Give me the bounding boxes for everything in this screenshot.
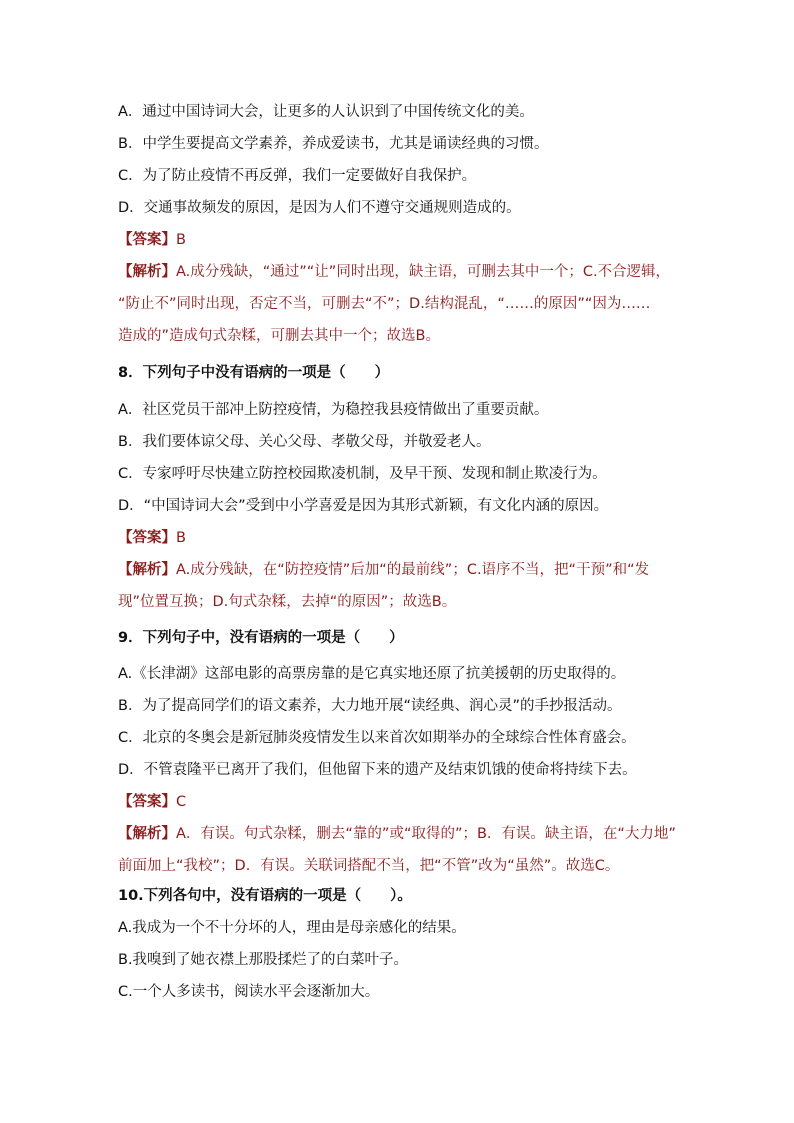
analysis-text: A.成分残缺，“通过”“让”同时出现，缺主语，可删去其中一个；C.不合逻辑，	[176, 264, 671, 280]
q8-option-c: C．专家呼吁尽快建立防控校园欺凌机制，及早干预、发现和制止欺凌行为。	[118, 466, 607, 482]
analysis-text: A.成分残缺，在“防控疫情”后加“的最前线”；C.语序不当，把“干预”和“发	[176, 562, 650, 578]
q9-option-b: B．为了提高同学们的语文素养，大力地开展“读经典、润心灵”的手抄报活动。	[118, 698, 622, 714]
q7-option-d: D．交通事故频发的原因，是因为人们不遵守交通规则造成的。	[118, 200, 521, 216]
analysis-tag: 【解析】	[118, 264, 176, 280]
q7-analysis-line-2: “防止不”同时出现，否定不当，可删去“不”；D.结构混乱，“……的原因”“因为……	[118, 296, 651, 312]
q8-answer	[118, 528, 698, 548]
answer-tag: 【答案】	[118, 530, 176, 546]
analysis-text: A．有误。句式杂糅，删去“靠的”或“取得的”；B．有误。缺主语，在“大力地”	[176, 826, 676, 842]
q8-analysis-line-2: 现”位置互换；D.句式杂糅，去掉“的原因”；故选B。	[118, 594, 457, 610]
answer-value: B	[176, 530, 186, 546]
q7-option-a: A．通过中国诗词大会，让更多的人认识到了中国传统文化的美。	[118, 104, 534, 120]
q8-title: 8．下列句子中没有语病的一项是（ ）	[118, 365, 390, 381]
q9-answer	[118, 792, 698, 812]
q9-option-d: D．不管袁隆平已离开了我们，但他留下来的遗产及结束饥饿的使命将持续下去。	[118, 762, 637, 778]
q10-option-c: C.一个人多读书，阅读水平会逐渐加大。	[118, 984, 380, 1000]
analysis-tag: 【解析】	[118, 562, 176, 578]
answer-tag: 【答案】	[118, 232, 176, 248]
q7-option-b: B．中学生要提高文学素养，养成爱读书，尤其是诵读经典的习惯。	[118, 136, 549, 152]
q8-option-d: D．“中国诗词大会”受到中小学喜爱是因为其形式新颖，有文化内涵的原因。	[118, 498, 609, 514]
q7-analysis-line-3: 造成的”造成句式杂糅，可删去其中一个；故选B。	[118, 328, 440, 344]
q8-option-b: B．我们要体谅父母、关心父母、孝敬父母，并敬爱老人。	[118, 434, 491, 450]
q10-title: 10.下列各句中，没有语病的一项是（ ）。	[118, 888, 412, 904]
q9-analysis-line-2: 前面加上“我校”；D．有误。关联词搭配不当，把“不管”改为“虽然”。故选C。	[118, 858, 620, 874]
q9-option-a: A.《长津湖》这部电影的高票房靠的是它真实地还原了抗美援朝的历史取得的。	[118, 666, 626, 682]
q7-option-c: C．为了防止疫情不再反弹，我们一定要做好自我保护。	[118, 168, 477, 184]
analysis-tag: 【解析】	[118, 826, 176, 842]
answer-value: B	[176, 232, 186, 248]
q8-option-a: A．社区党员干部冲上防控疫情，为稳控我县疫情做出了重要贡献。	[118, 402, 549, 418]
answer-value: C	[176, 794, 187, 810]
q9-title: 9．下列句子中，没有语病的一项是（ ）	[118, 630, 404, 646]
q9-option-c: C．北京的冬奥会是新冠肺炎疫情发生以来首次如期举办的全球综合性体育盛会。	[118, 730, 636, 746]
q7-analysis-line-1	[118, 262, 698, 282]
answer-tag: 【答案】	[118, 794, 176, 810]
q10-option-a: A.我成为一个不十分坏的人，理由是母亲感化的结果。	[118, 920, 466, 936]
q9-analysis-line-1	[118, 824, 698, 844]
q10-option-b: B.我嗅到了她衣襟上那股揉烂了的白菜叶子。	[118, 952, 409, 968]
q7-answer	[118, 230, 698, 250]
q8-analysis-line-1	[118, 560, 698, 580]
